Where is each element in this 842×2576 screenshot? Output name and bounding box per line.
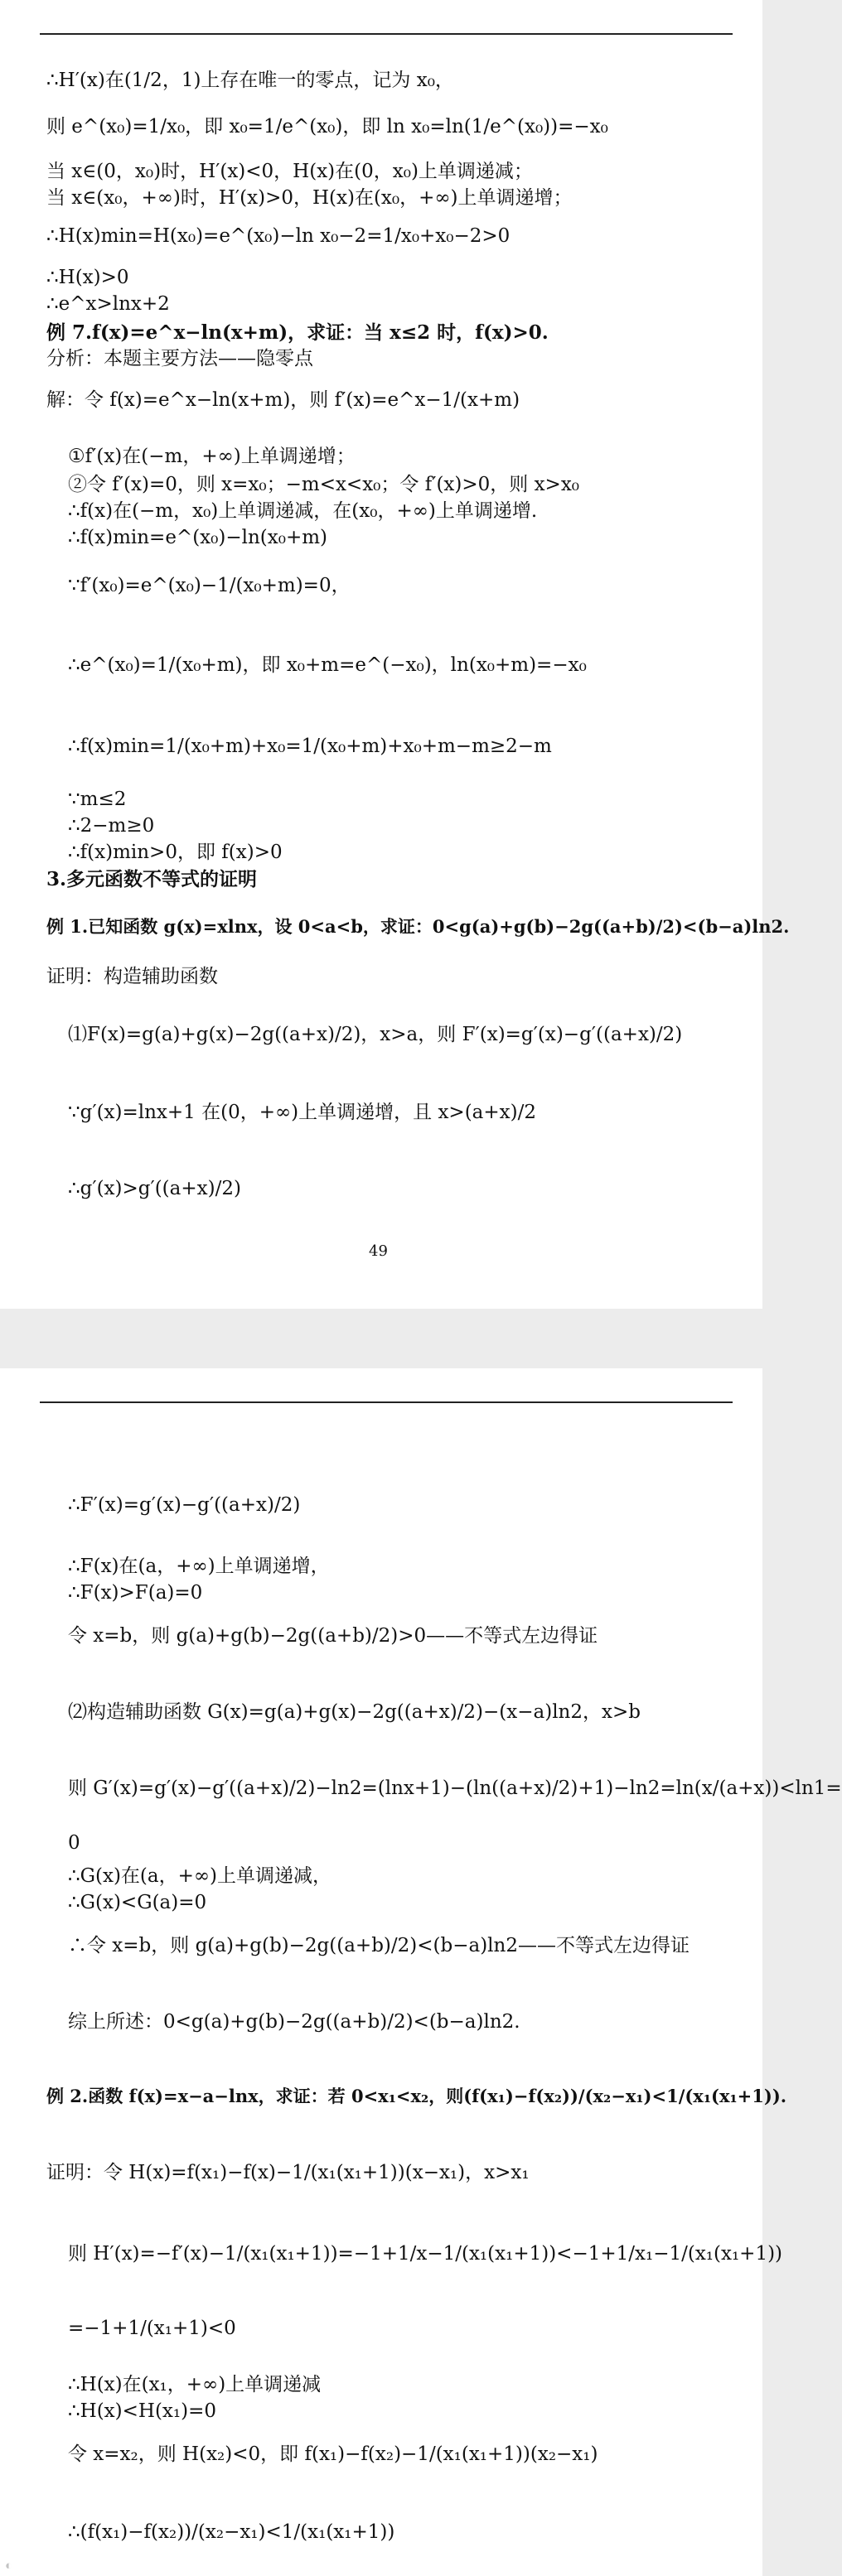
text-line: 综上所述：0<g(a)+g(b)−2g((a+b)/2)<(b−a)ln2.: [68, 2011, 520, 2033]
text-line: ∴H(x)>0: [46, 267, 129, 288]
text-line: ①f′(x)在(−m，+∞)上单调递增；: [68, 446, 356, 467]
watermark: [5, 2559, 12, 2573]
text-line: ∵m≤2: [68, 789, 127, 810]
text-line: ∴F(x)>F(a)=0: [68, 1582, 203, 1604]
text-line: 当 x∈(0，x₀)时，H′(x)<0，H(x)在(0，x₀)上单调递减；: [46, 161, 533, 182]
example-2-title: 例 2.函数 f(x)=x−a−lnx，求证：若 0<x₁<x₂，则(f(x₁)−f(x₂))/(x₂−x₁)<1/(x₁(x₁+1)).: [46, 2086, 787, 2106]
text-line: 证明：令 H(x)=f(x₁)−f(x)−1/(x₁(x₁+1))(x−x₁)，x>x₁: [46, 2162, 530, 2183]
text-line: =−1+1/(x₁+1)<0: [68, 2318, 236, 2339]
text-line: ∴e^(x₀)=1/(x₀+m)，即 x₀+m=e^(−x₀)，ln(x₀+m)=−x₀: [68, 654, 587, 676]
text-line: 则 H′(x)=−f′(x)−1/(x₁(x₁+1))=−1+1/x−1/(x₁(x₁+1))<−1+1/x₁−1/(x₁(x₁+1)): [68, 2243, 783, 2265]
text-line: ∴g′(x)>g′((a+x)/2): [68, 1178, 241, 1199]
text-line: ∴F(x)在(a，+∞)上单调递增，: [68, 1556, 330, 1577]
header-rule: [40, 1401, 733, 1403]
text-line: 证明：构造辅助函数: [46, 966, 218, 987]
text-line: ∴2−m≥0: [68, 815, 155, 837]
text-line: ⑴F(x)=g(a)+g(x)−2g((a+x)/2)，x>a，则 F′(x)=g′(x)−g′((a+x)/2): [68, 1024, 683, 1045]
text-line: ∴令 x=b，则 g(a)+g(b)−2g((a+b)/2)<(b−a)ln2——不等式左边得证: [68, 1935, 690, 1956]
text-line: ∴f(x)min=1/(x₀+m)+x₀=1/(x₀+m)+x₀+m−m≥2−m: [68, 736, 552, 757]
text-line: ∴H′(x)在(1/2，1)上存在唯一的零点，记为 x₀，: [46, 70, 454, 91]
text-line: ∴G(x)在(a，+∞)上单调递减，: [68, 1865, 332, 1887]
example-7-title: 例 7.f(x)=e^x−ln(x+m)，求证：当 x≤2 时，f(x)>0.: [46, 321, 549, 344]
document-page-50: [0, 1368, 842, 2576]
text-line: 则 e^(x₀)=1/x₀，即 x₀=1/e^(x₀)，即 ln x₀=ln(1/e^(x₀))=−x₀: [46, 116, 608, 137]
watermark-icon: ◐: [5, 2559, 13, 2573]
text-line: ∴e^x>lnx+2: [46, 293, 170, 315]
text-line: 解：令 f(x)=e^x−ln(x+m)，则 f′(x)=e^x−1/(x+m): [46, 389, 520, 411]
text-line: 分析：本题主要方法——隐零点: [46, 348, 313, 369]
text-line: ∴f(x)min>0，即 f(x)>0: [68, 842, 283, 863]
section-heading: 3.多元函数不等式的证明: [46, 868, 258, 890]
text-line: ②令 f′(x)=0，则 x=x₀；−m<x<x₀；令 f′(x)>0，则 x>x₀: [68, 474, 580, 495]
text-line: ⑵构造辅助函数 G(x)=g(a)+g(x)−2g((a+x)/2)−(x−a)ln2，x>b: [68, 1701, 641, 1723]
text-line: 令 x=b，则 g(a)+g(b)−2g((a+b)/2)>0——不等式左边得证: [68, 1625, 598, 1647]
text-line: 令 x=x₂，则 H(x₂)<0，即 f(x₁)−f(x₂)−1/(x₁(x₁+1))(x₂−x₁): [68, 2443, 598, 2465]
text-line: ∵f′(x₀)=e^(x₀)−1/(x₀+m)=0，: [68, 575, 351, 596]
text-line: ∴G(x)<G(a)=0: [68, 1892, 207, 1913]
text-line: ∴f(x)在(−m，x₀)上单调递减，在(x₀，+∞)上单调递增.: [68, 500, 538, 522]
text-line: ∴f(x)min=e^(x₀)−ln(x₀+m): [68, 527, 327, 548]
text-line: ∴H(x)<H(x₁)=0: [68, 2400, 216, 2422]
text-line: 则 G′(x)=g′(x)−g′((a+x)/2)−ln2=(lnx+1)−(ln((a+x)/2)+1)−ln2=ln(x/(a+x))<ln1=: [68, 1778, 842, 1799]
text-line: ∵g′(x)=lnx+1 在(0，+∞)上单调递增，且 x>(a+x)/2: [68, 1102, 536, 1123]
text-line: 0: [68, 1832, 80, 1854]
example-1-title: 例 1.已知函数 g(x)=xlnx，设 0<a<b，求证：0<g(a)+g(b)−2g((a+b)/2)<(b−a)ln2.: [46, 916, 790, 937]
header-rule: [40, 33, 733, 35]
document-page-49: [0, 0, 790, 1309]
text-line: ∴H(x)min=H(x₀)=e^(x₀)−ln x₀−2=1/x₀+x₀−2>0: [46, 225, 511, 247]
page-number: 49: [369, 1242, 388, 1260]
text-line: ∴(f(x₁)−f(x₂))/(x₂−x₁)<1/(x₁(x₁+1)): [68, 2521, 395, 2543]
text-line: ∴F′(x)=g′(x)−g′((a+x)/2): [68, 1494, 301, 1516]
text-line: ∴H(x)在(x₁，+∞)上单调递减: [68, 2374, 322, 2395]
text-line: 当 x∈(x₀，+∞)时，H′(x)>0，H(x)在(x₀，+∞)上单调递增；: [46, 187, 573, 209]
